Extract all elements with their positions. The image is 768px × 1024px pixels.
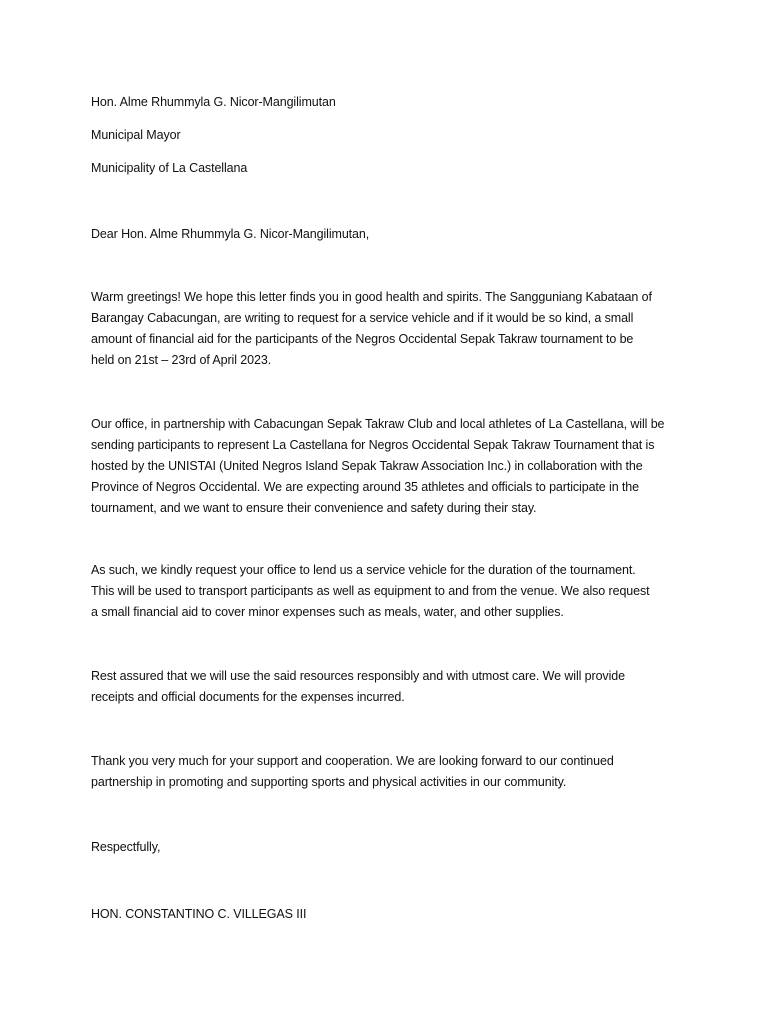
paragraph-line: Rest assured that we will use the said resources responsibly and with utmost care. We will provide: [91, 669, 625, 683]
paragraph-thanks: [91, 751, 691, 793]
paragraph-line: sending participants to represent La Castellana for Negros Occidental Sepak Takraw Tournament that is: [91, 438, 655, 452]
paragraph-line: a small financial aid to cover minor expenses such as meals, water, and other supplies.: [91, 605, 564, 619]
signatory-name: HON. CONSTANTINO C. VILLEGAS III: [91, 907, 307, 921]
paragraph-line: receipts and official documents for the expenses incurred.: [91, 690, 405, 704]
paragraph-assurance: [91, 666, 691, 708]
paragraph-line: tournament, and we want to ensure their convenience and safety during their stay.: [91, 501, 537, 515]
paragraph-partnership: [91, 414, 691, 519]
paragraph-line: Barangay Cabacungan, are writing to request for a service vehicle and if it would be so kind, a small: [91, 311, 634, 325]
paragraph-line: amount of financial aid for the participants of the Negros Occidental Sepak Takraw tournament to be: [91, 332, 634, 346]
salutation: Dear Hon. Alme Rhummyla G. Nicor-Mangilimutan,: [91, 227, 370, 241]
paragraph-intro: [91, 287, 691, 371]
paragraph-line: Our office, in partnership with Cabacungan Sepak Takraw Club and local athletes of La Castellana, will be: [91, 417, 665, 431]
recipient-title: Municipal Mayor: [91, 128, 181, 142]
recipient-office: Municipality of La Castellana: [91, 161, 248, 175]
paragraph-line: Warm greetings! We hope this letter finds you in good health and spirits. The Sangguniang Kabataan of: [91, 290, 652, 304]
paragraph-line: hosted by the UNISTAI (United Negros Island Sepak Takraw Association Inc.) in collaboration with the: [91, 459, 643, 473]
paragraph-request: [91, 560, 691, 623]
paragraph-line: As such, we kindly request your office to lend us a service vehicle for the duration of the tournament.: [91, 563, 636, 577]
paragraph-line: Thank you very much for your support and cooperation. We are looking forward to our continued: [91, 754, 614, 768]
closing: Respectfully,: [91, 840, 161, 854]
recipient-name: Hon. Alme Rhummyla G. Nicor-Mangilimutan: [91, 95, 336, 109]
paragraph-line: held on 21st – 23rd of April 2023.: [91, 353, 272, 367]
paragraph-line: Province of Negros Occidental. We are expecting around 35 athletes and officials to participate in the: [91, 480, 639, 494]
paragraph-line: This will be used to transport participants as well as equipment to and from the venue. We also request: [91, 584, 650, 598]
paragraph-line: partnership in promoting and supporting sports and physical activities in our community.: [91, 775, 567, 789]
